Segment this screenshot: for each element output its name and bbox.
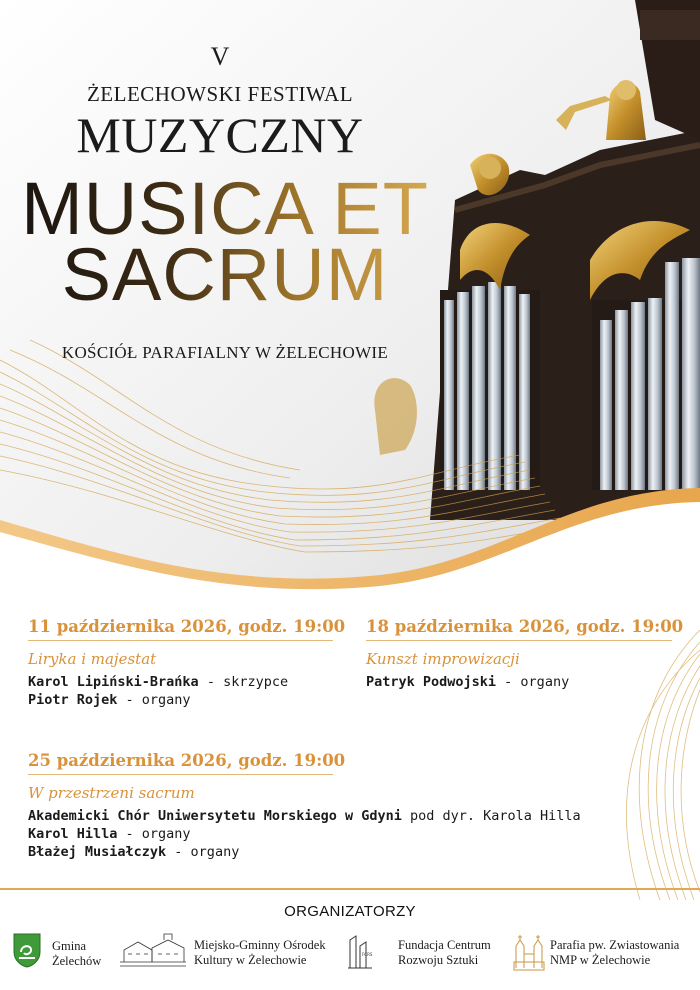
church-icon [512,932,546,972]
event-title: W przestrzeni sacrum [28,784,195,802]
edition-number: V [210,42,230,71]
performer-line [28,807,581,825]
festival-title-line2: SACRUM [61,233,389,316]
organizer-name [398,938,491,968]
organizer-name-line1: Fundacja Centrum [398,938,491,952]
organizer-name-line1: Gmina [52,939,87,953]
performer-name: Akademicki Chór Uniwersytetu Morskiego w Gdyni [28,808,402,824]
performer-line [28,825,333,843]
organizer-name [550,938,679,968]
event-date: 11 października 2026, godz. 19:00 [28,617,333,641]
event-title: Kunszt improwizacji [366,650,520,668]
event-3 [28,751,581,861]
performer-line [28,673,333,691]
festival-title-line1: MUSICA ET [21,167,429,250]
festival-title [20,167,430,316]
performer-line [28,843,333,861]
performer-role: - organy [117,692,191,708]
performer-name: Patryk Podwojski [366,674,497,690]
organizer-name-line2: Rozwoju Sztuki [398,953,479,967]
foundation-logo-icon [346,932,382,972]
svg-text:FCRS: FCRS [362,952,373,957]
performer-name: Błażej Musiałczyk [28,844,167,860]
organizer-name-line1: Miejsko-Gminny Ośrodek [194,938,326,952]
organizer-name-line1: Parafia pw. Zwiastowania [550,938,680,952]
performer-role: - skrzypce [198,674,289,690]
performer-role: - organy [496,674,570,690]
organizer-gmina [12,932,112,974]
festival-name-line: ŻELECHOWSKI FESTIWAL [86,82,354,106]
organizer-mgok [118,932,338,974]
organizer-parafia [512,932,698,974]
footer-divider [0,888,700,890]
festival-name-word: MUZYCZNY [76,107,364,163]
organizer-name-line2: Kultury w Żelechowie [194,953,307,967]
coat-of-arms-icon [12,932,42,968]
event-date: 25 października 2026, godz. 19:00 [28,751,333,775]
organizer-name-line2: NMP w Żelechowie [550,953,651,967]
event-date: 18 października 2026, godz. 19:00 [366,617,672,641]
event-2 [366,617,684,691]
performer-role: - organy [117,826,191,842]
performer-name: Piotr Rojek [28,692,118,708]
performer-name: Karol Lipiński-Brańka [28,674,199,690]
venue-name: KOŚCIÓŁ PARAFIALNY W ŻELECHOWIE [61,343,389,362]
organizer-name [194,938,326,968]
event-1 [28,617,346,709]
performer-role: - organy [166,844,240,860]
performer-role: pod dyr. Karola Hilla [401,808,581,824]
organizer-fundacja [346,932,506,974]
organizer-name-line2: Żelechów [52,954,102,968]
building-sketch-icon [118,932,188,968]
performer-line [28,691,333,709]
performer-line [366,673,672,691]
organizer-name [52,939,101,969]
event-title: Liryka i majestat [28,650,157,668]
organizers-heading: ORGANIZATORZY [284,903,416,920]
performer-name: Karol Hilla [28,826,118,842]
